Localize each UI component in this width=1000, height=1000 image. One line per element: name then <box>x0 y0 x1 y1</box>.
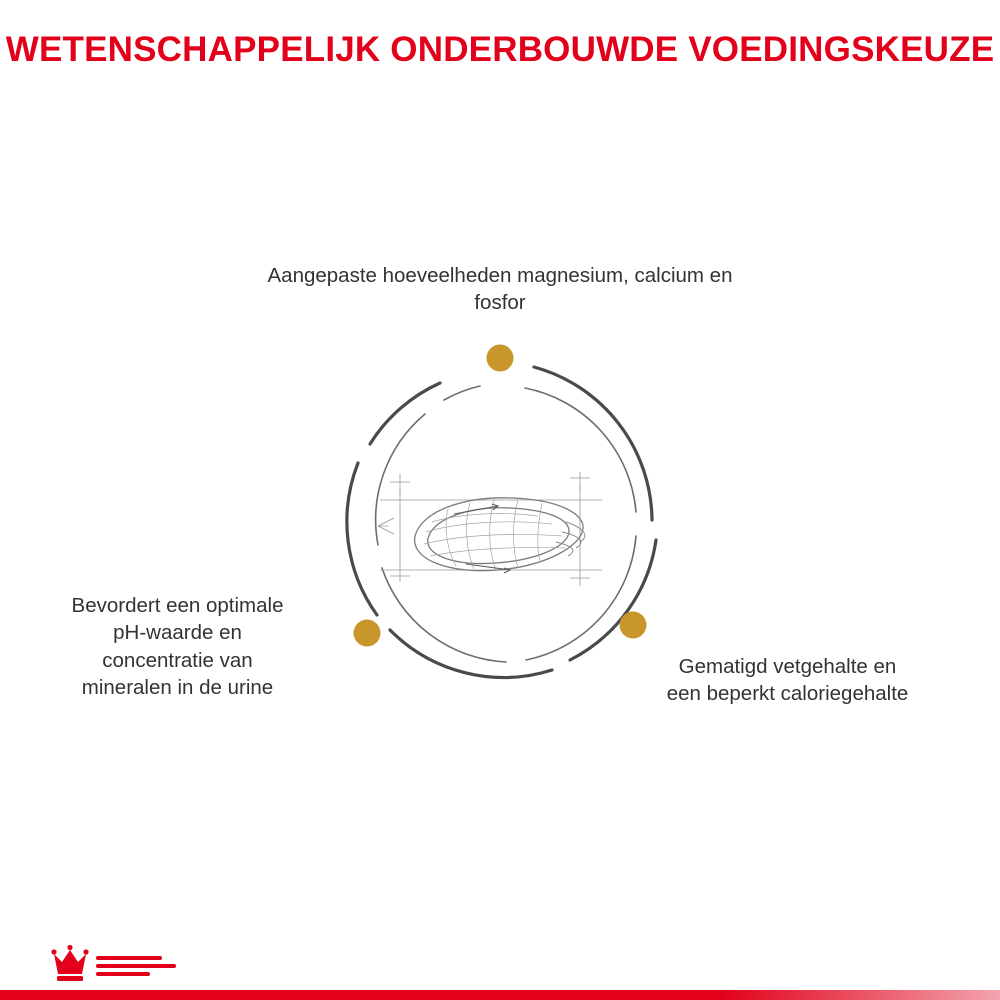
callout-right-label: Gematigd vetgehalte en een beperkt caloriegehalte <box>666 655 909 706</box>
callout-top-label: Aangepaste hoeveelheden magnesium, calcium en fosfor <box>267 264 733 315</box>
footer <box>0 932 1000 1000</box>
urinary-stone-sketch-icon <box>370 470 630 600</box>
gold-dot-top <box>487 345 514 372</box>
royal-canin-logo <box>40 940 190 992</box>
gold-dot-right <box>620 612 647 639</box>
page-title: WETENSCHAPPELIJK ONDERBOUWDE VOEDINGSKEUZE <box>5 30 995 69</box>
callout-left-label: Bevordert een optimale pH-waarde en concentratie van mineralen in de urine <box>71 594 284 699</box>
diagram <box>0 240 1000 840</box>
gold-dot-left <box>354 620 381 647</box>
brand-bar <box>0 990 1000 1000</box>
